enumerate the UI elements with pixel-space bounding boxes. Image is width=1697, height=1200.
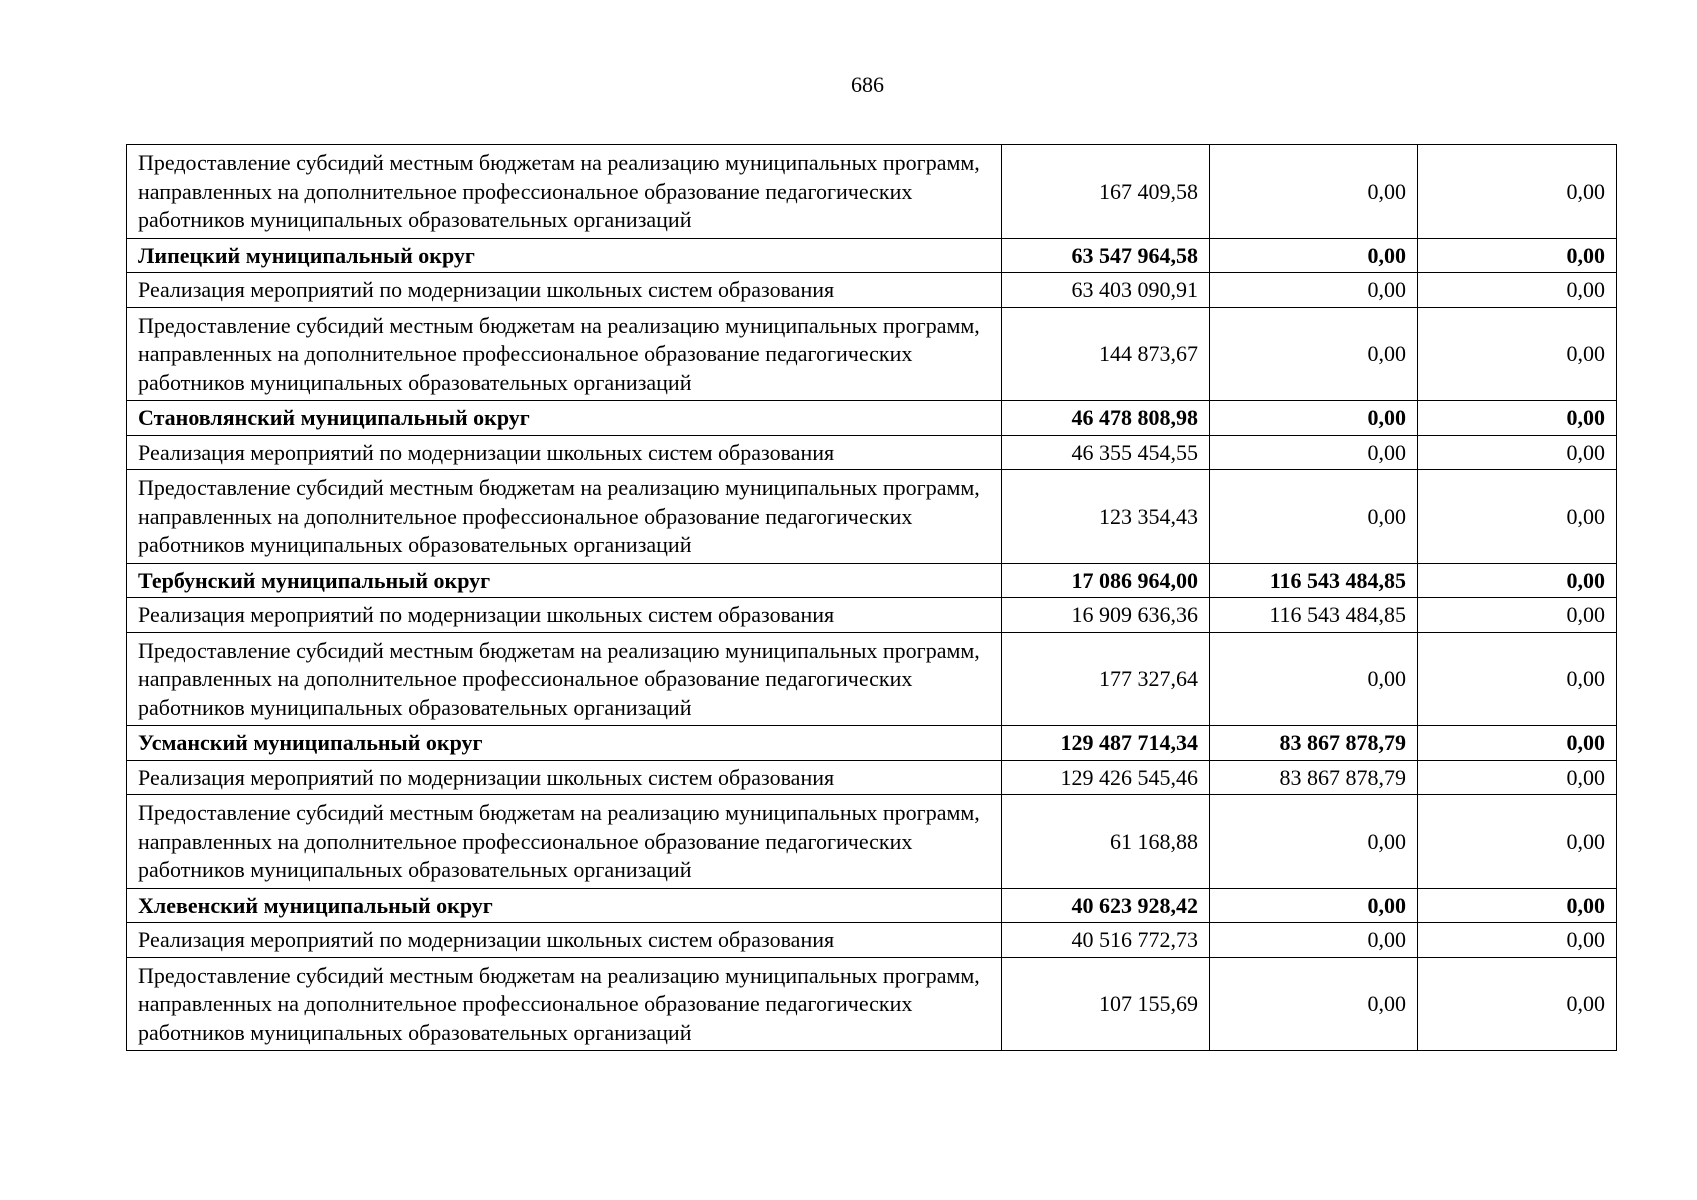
row-value-3: 0,00 — [1418, 632, 1617, 726]
table-row — [127, 760, 1617, 795]
table-row — [127, 307, 1617, 401]
row-value-3: 0,00 — [1418, 435, 1617, 470]
row-value-1: 167 409,58 — [1002, 145, 1210, 239]
row-value-2: 116 543 484,85 — [1210, 598, 1418, 633]
row-value-1: 177 327,64 — [1002, 632, 1210, 726]
row-value-1: 16 909 636,36 — [1002, 598, 1210, 633]
budget-table — [126, 144, 1617, 1051]
district-row — [127, 563, 1617, 598]
row-value-1: 61 168,88 — [1002, 795, 1210, 889]
table-row — [127, 957, 1617, 1051]
district-value-1: 17 086 964,00 — [1002, 563, 1210, 598]
row-value-3: 0,00 — [1418, 957, 1617, 1051]
row-name: Предоставление субсидий местным бюджетам на реализацию муниципальных программ, направленных на дополнительное профессиональное образование педагогических работников муниципальных образовательных организаций — [127, 470, 1002, 564]
row-value-1: 40 516 772,73 — [1002, 923, 1210, 958]
district-row — [127, 726, 1617, 761]
district-value-3: 0,00 — [1418, 401, 1617, 436]
row-value-3: 0,00 — [1418, 273, 1617, 308]
page-number: 686 — [851, 72, 884, 97]
district-name: Липецкий муниципальный округ — [127, 238, 1002, 273]
row-value-2: 83 867 878,79 — [1210, 760, 1418, 795]
table-row — [127, 470, 1617, 564]
row-value-1: 46 355 454,55 — [1002, 435, 1210, 470]
row-value-2: 0,00 — [1210, 923, 1418, 958]
row-value-3: 0,00 — [1418, 923, 1617, 958]
row-name: Реализация мероприятий по модернизации школьных систем образования — [127, 760, 1002, 795]
district-value-1: 46 478 808,98 — [1002, 401, 1210, 436]
row-name: Предоставление субсидий местным бюджетам на реализацию муниципальных программ, направленных на дополнительное профессиональное образование педагогических работников муниципальных образовательных организаций — [127, 307, 1002, 401]
district-value-1: 129 487 714,34 — [1002, 726, 1210, 761]
district-value-2: 83 867 878,79 — [1210, 726, 1418, 761]
row-value-1: 129 426 545,46 — [1002, 760, 1210, 795]
row-value-1: 123 354,43 — [1002, 470, 1210, 564]
district-value-2: 116 543 484,85 — [1210, 563, 1418, 598]
district-value-3: 0,00 — [1418, 238, 1617, 273]
district-value-2: 0,00 — [1210, 401, 1418, 436]
row-value-3: 0,00 — [1418, 145, 1617, 239]
row-name: Реализация мероприятий по модернизации школьных систем образования — [127, 923, 1002, 958]
row-value-1: 144 873,67 — [1002, 307, 1210, 401]
district-row — [127, 888, 1617, 923]
district-value-3: 0,00 — [1418, 888, 1617, 923]
district-value-1: 63 547 964,58 — [1002, 238, 1210, 273]
district-value-1: 40 623 928,42 — [1002, 888, 1210, 923]
district-name: Становлянский муниципальный округ — [127, 401, 1002, 436]
row-value-3: 0,00 — [1418, 598, 1617, 633]
row-name: Предоставление субсидий местным бюджетам на реализацию муниципальных программ, направленных на дополнительное профессиональное образование педагогических работников муниципальных образовательных организаций — [127, 632, 1002, 726]
table-row — [127, 273, 1617, 308]
row-value-2: 0,00 — [1210, 307, 1418, 401]
district-row — [127, 238, 1617, 273]
table-row — [127, 923, 1617, 958]
table-row — [127, 795, 1617, 889]
row-name: Реализация мероприятий по модернизации школьных систем образования — [127, 435, 1002, 470]
row-name: Реализация мероприятий по модернизации школьных систем образования — [127, 273, 1002, 308]
district-name: Тербунский муниципальный округ — [127, 563, 1002, 598]
district-value-2: 0,00 — [1210, 238, 1418, 273]
row-value-2: 0,00 — [1210, 470, 1418, 564]
row-value-2: 0,00 — [1210, 273, 1418, 308]
row-value-2: 0,00 — [1210, 632, 1418, 726]
row-value-2: 0,00 — [1210, 795, 1418, 889]
table-row — [127, 145, 1617, 239]
row-name: Реализация мероприятий по модернизации школьных систем образования — [127, 598, 1002, 633]
district-row — [127, 401, 1617, 436]
row-name: Предоставление субсидий местным бюджетам на реализацию муниципальных программ, направленных на дополнительное профессиональное образование педагогических работников муниципальных образовательных организаций — [127, 145, 1002, 239]
district-value-3: 0,00 — [1418, 563, 1617, 598]
row-value-1: 107 155,69 — [1002, 957, 1210, 1051]
row-value-2: 0,00 — [1210, 435, 1418, 470]
row-value-2: 0,00 — [1210, 957, 1418, 1051]
row-value-3: 0,00 — [1418, 760, 1617, 795]
row-value-1: 63 403 090,91 — [1002, 273, 1210, 308]
row-value-3: 0,00 — [1418, 470, 1617, 564]
row-value-2: 0,00 — [1210, 145, 1418, 239]
district-name: Хлевенский муниципальный округ — [127, 888, 1002, 923]
row-name: Предоставление субсидий местным бюджетам на реализацию муниципальных программ, направленных на дополнительное профессиональное образование педагогических работников муниципальных образовательных организаций — [127, 795, 1002, 889]
row-value-3: 0,00 — [1418, 307, 1617, 401]
district-value-3: 0,00 — [1418, 726, 1617, 761]
table-row — [127, 435, 1617, 470]
district-value-2: 0,00 — [1210, 888, 1418, 923]
table-row — [127, 598, 1617, 633]
row-value-3: 0,00 — [1418, 795, 1617, 889]
table-row — [127, 632, 1617, 726]
district-name: Усманский муниципальный округ — [127, 726, 1002, 761]
row-name: Предоставление субсидий местным бюджетам на реализацию муниципальных программ, направленных на дополнительное профессиональное образование педагогических работников муниципальных образовательных организаций — [127, 957, 1002, 1051]
